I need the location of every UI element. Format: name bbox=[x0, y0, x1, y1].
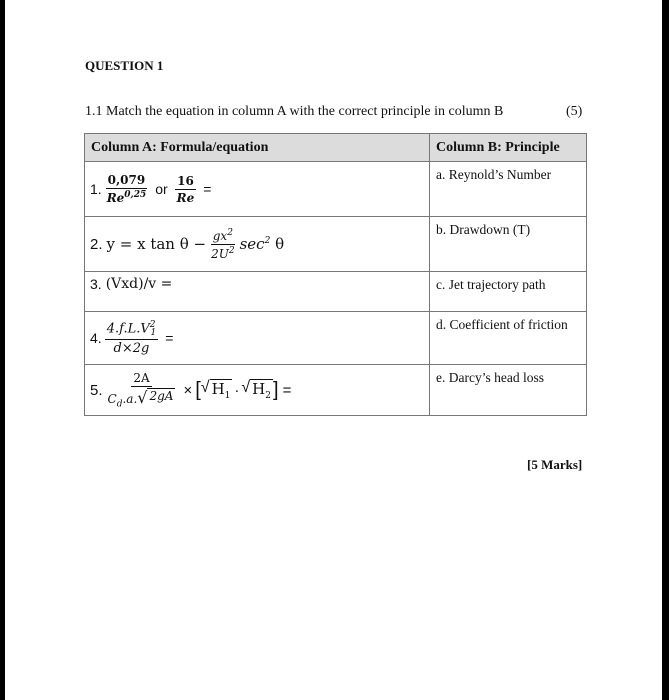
h1-symbol: H bbox=[211, 380, 225, 398]
or-text: or bbox=[155, 181, 168, 197]
bracket-open: [ bbox=[195, 378, 201, 401]
principle-cell: e. Darcy’s head loss bbox=[430, 365, 587, 416]
row-number: 5. bbox=[90, 381, 103, 399]
fraction-denominator bbox=[209, 245, 236, 261]
fraction-numerator bbox=[211, 228, 235, 245]
fraction-numerator: 2A bbox=[133, 370, 150, 385]
fraction-numerator: 0,079 bbox=[107, 173, 146, 187]
dot-operator: · bbox=[234, 381, 240, 399]
question-title: QUESTION 1 bbox=[85, 58, 164, 73]
h2-symbol: H bbox=[252, 380, 266, 398]
fraction-denominator bbox=[105, 189, 149, 205]
den-base: 2U bbox=[211, 246, 229, 261]
equation-lhs: y = x tan θ − bbox=[106, 235, 207, 253]
equals-sign: = bbox=[165, 330, 174, 346]
formula-cell-3 bbox=[85, 272, 430, 312]
sec-exponent: 2 bbox=[264, 236, 271, 246]
table-row bbox=[85, 312, 587, 365]
h1-subscript: 1 bbox=[224, 391, 231, 401]
den-middle: .a. bbox=[122, 391, 138, 406]
secant-term bbox=[240, 235, 285, 253]
sqrt-symbol bbox=[241, 379, 273, 401]
document-page bbox=[5, 0, 662, 700]
equation-expression: (Vxd)/v = bbox=[105, 276, 173, 292]
equals-sign: = bbox=[282, 381, 292, 399]
sqrt-symbol bbox=[201, 379, 233, 401]
equals-sign: = bbox=[203, 181, 212, 197]
principle-cell: a. Reynold’s Number bbox=[430, 162, 587, 217]
den-exponent: 2 bbox=[228, 245, 235, 256]
principle-cell: b. Drawdown (T) bbox=[430, 217, 587, 272]
table-row bbox=[85, 272, 587, 312]
radical-sign: √ bbox=[241, 379, 251, 396]
column-b-header: Column B: Principle bbox=[430, 134, 587, 162]
sec-text: sec bbox=[239, 235, 265, 253]
fraction-denominator: Re bbox=[176, 190, 195, 205]
table-header-row bbox=[85, 134, 587, 162]
theta-symbol: θ bbox=[275, 235, 285, 253]
radicand bbox=[250, 379, 273, 401]
fraction-numerator bbox=[105, 320, 159, 341]
num-exponent: 2 bbox=[227, 227, 233, 238]
row-number: 2. bbox=[90, 235, 103, 253]
formula-cell-2 bbox=[85, 217, 430, 272]
row-number: 1. bbox=[90, 181, 102, 197]
row-number: 4. bbox=[90, 330, 102, 346]
matching-table bbox=[84, 133, 587, 416]
fraction bbox=[209, 228, 236, 261]
row-number: 3. bbox=[90, 276, 102, 292]
den-base: Re bbox=[106, 191, 125, 205]
instruction-text: 1.1 Match the equation in column A with the correct principle in column B bbox=[85, 104, 504, 119]
num-exponent: 2 bbox=[149, 319, 156, 330]
formula-cell-5 bbox=[85, 365, 430, 416]
table-row bbox=[85, 217, 587, 272]
cd-symbol: C bbox=[107, 391, 117, 406]
column-a-header: Column A: Formula/equation bbox=[85, 134, 430, 162]
fraction bbox=[175, 174, 197, 205]
fraction bbox=[105, 320, 159, 357]
total-marks: [5 Marks] bbox=[527, 457, 583, 472]
fraction bbox=[106, 371, 178, 409]
den-exponent: 0,25 bbox=[124, 190, 147, 200]
radical-sign: √ bbox=[200, 379, 210, 396]
fraction bbox=[105, 173, 149, 205]
principle-cell: d. Coefficient of friction bbox=[430, 312, 587, 365]
table-row bbox=[85, 365, 587, 416]
num-expression: 4.f.L.V bbox=[106, 320, 150, 336]
times-sign: × bbox=[183, 381, 193, 399]
num-subscript: 1 bbox=[150, 328, 157, 339]
cd-subscript: d bbox=[116, 399, 123, 410]
instruction-marks: (5) bbox=[566, 104, 583, 119]
radicand: 2gA bbox=[149, 388, 174, 403]
bracket-close: ] bbox=[273, 378, 279, 401]
h2-subscript: 2 bbox=[265, 391, 271, 401]
fraction-denominator bbox=[106, 387, 178, 409]
radical-sign: √ bbox=[137, 387, 148, 407]
formula-cell-1 bbox=[85, 162, 430, 217]
fraction-numerator: 16 bbox=[177, 173, 194, 188]
table-row bbox=[85, 162, 587, 217]
fraction-denominator: d×2g bbox=[113, 341, 150, 357]
principle-cell: c. Jet trajectory path bbox=[430, 272, 587, 312]
sqrt-symbol bbox=[137, 388, 175, 407]
formula-cell-4 bbox=[85, 312, 430, 365]
radicand bbox=[210, 379, 233, 401]
num-base: gx bbox=[212, 228, 228, 243]
